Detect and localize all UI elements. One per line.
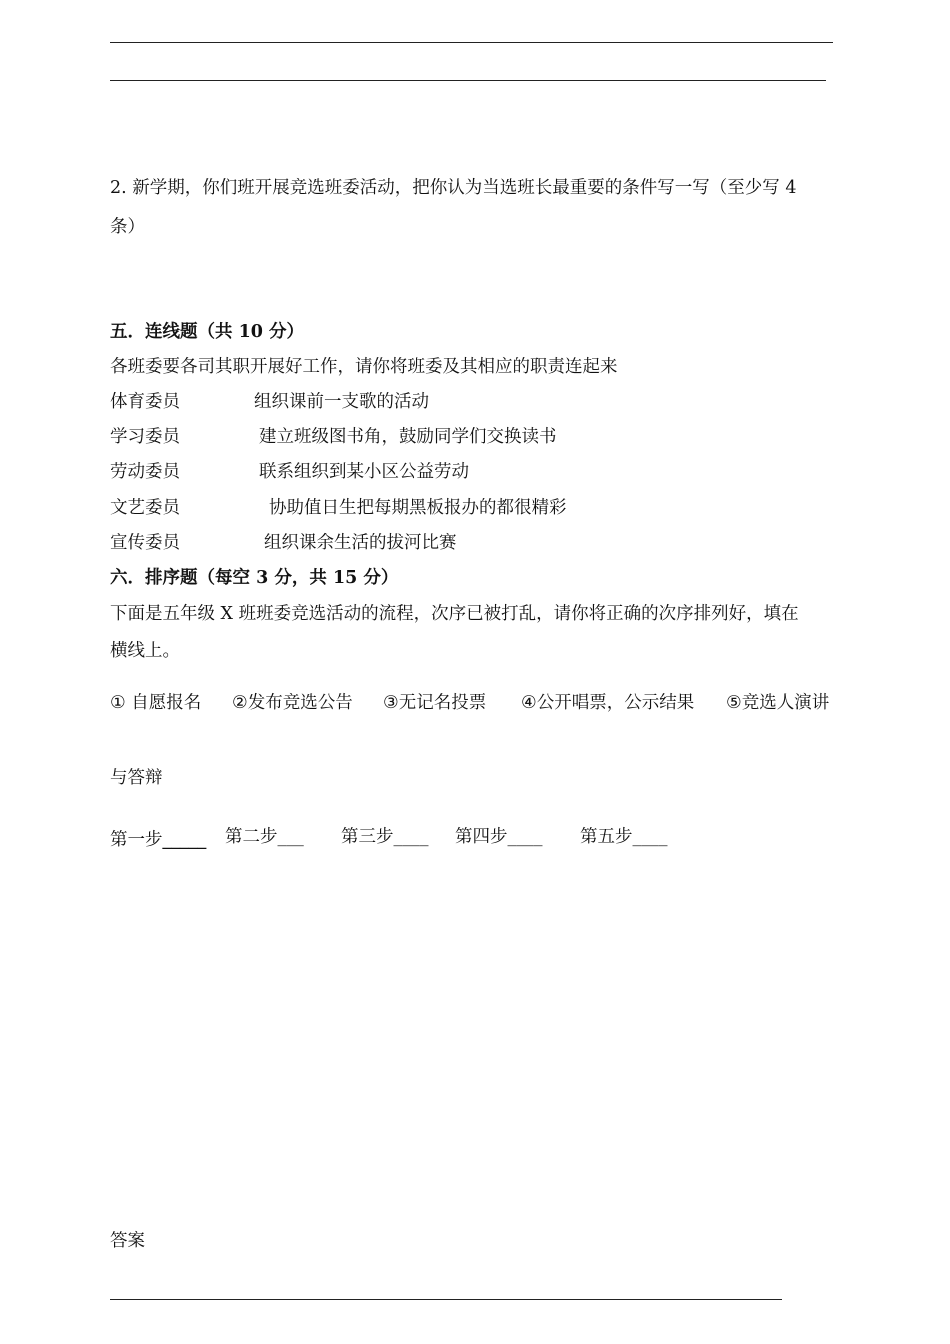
match-role-4: 文艺委员 [110,498,180,518]
step-2-blank: 第二步___ [225,827,304,847]
section-6-heading: 六．排序题（每空 3 分，共 15 分） [110,568,399,588]
match-duty-1: 组织课前一支歌的活动 [254,392,429,412]
option-3: ③无记名投票 [383,693,487,713]
answer-line-bottom [110,1299,782,1300]
match-role-5: 宣传委员 [110,533,180,553]
answer-label: 答案 [110,1231,145,1251]
question-2-line-1: 2. 新学期，你们班开展竞选班委活动，把你认为当选班长最重要的条件写一写（至少写 4 [110,178,797,198]
step-1-blank: 第一步_____ [110,830,207,850]
answer-line-2 [110,80,826,81]
match-duty-2: 建立班级图书角，鼓励同学们交换读书 [259,427,557,447]
step-3-blank: 第三步____ [341,827,429,847]
answer-line-1 [110,42,833,43]
match-duty-4: 协助值日生把每期黑板报办的都很精彩 [269,498,567,518]
section-5-instruction: 各班委要各司其职开展好工作，请你将班委及其相应的职责连起来 [110,357,618,377]
match-role-1: 体育委员 [110,392,180,412]
section-6-instruction-line-1: 下面是五年级 X 班班委竞选活动的流程，次序已被打乱，请你将正确的次序排列好，填在 [110,604,799,624]
option-2: ②发布竞选公告 [232,693,353,713]
option-4: ④公开唱票，公示结果 [521,693,695,713]
match-role-3: 劳动委员 [110,462,180,482]
question-2-line-2: 条） [110,217,145,237]
match-duty-3: 联系组织到某小区公益劳动 [259,462,469,482]
match-duty-5: 组织课余生活的拔河比赛 [264,533,457,553]
option-1: ① 自愿报名 [110,693,202,713]
section-6-instruction-line-2: 横线上。 [110,641,180,661]
match-role-2: 学习委员 [110,427,180,447]
step-4-blank: 第四步____ [455,827,543,847]
option-5: ⑤竞选人演讲 [726,693,830,713]
step-5-blank: 第五步____ [580,827,668,847]
option-5-continuation: 与答辩 [110,768,163,788]
section-5-heading: 五．连线题（共 10 分） [110,322,305,342]
